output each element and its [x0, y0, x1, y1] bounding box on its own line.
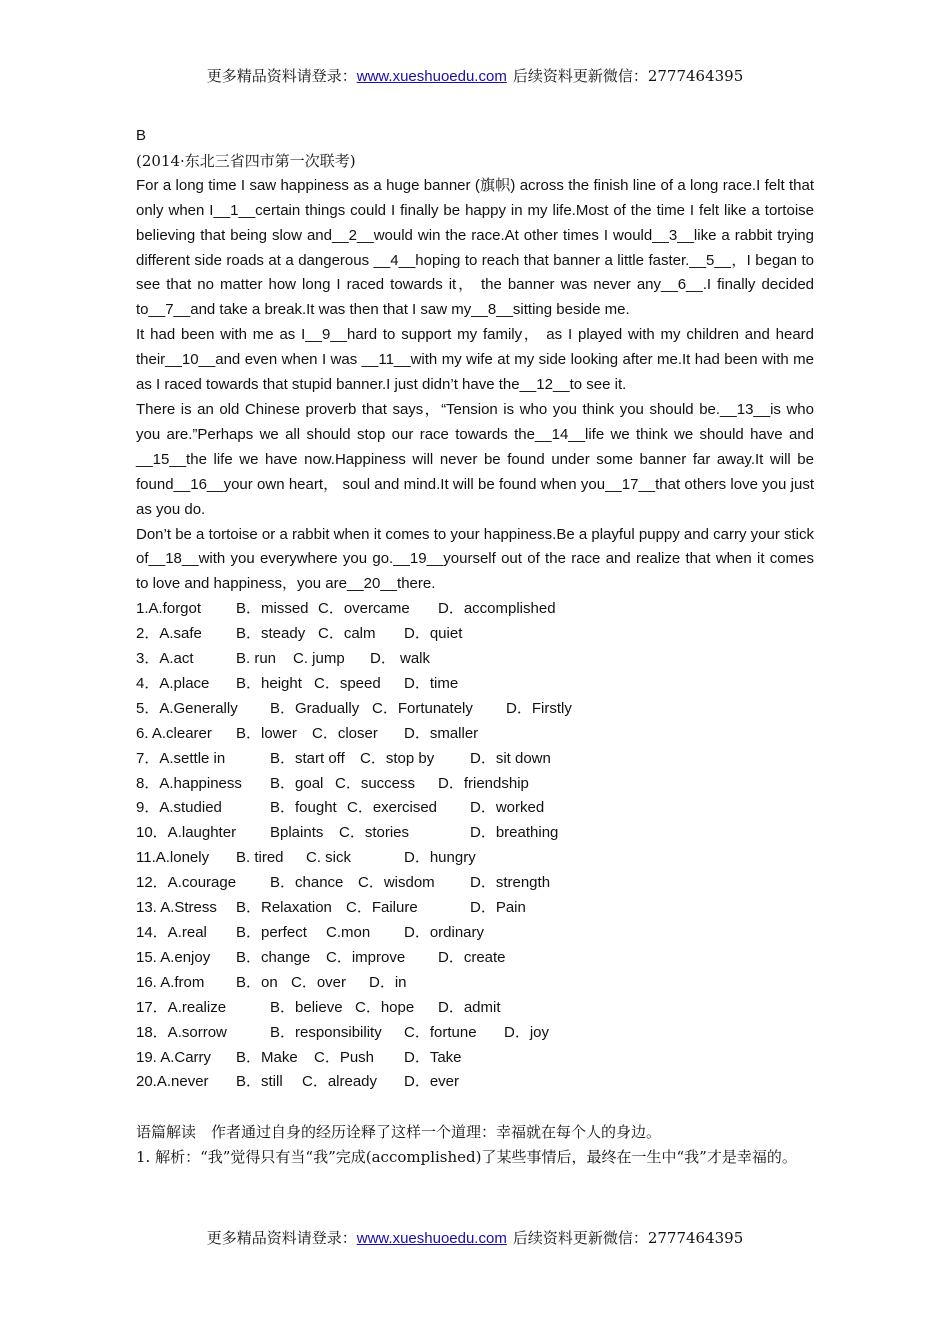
option-row: 13. A.Stress B．Relaxation C．Failure D．Pain	[136, 899, 526, 917]
option-row: 17．A.realize B．believe C．hope D．admit	[136, 998, 501, 1016]
option-row: 16. A.from B．on C．over D．in	[136, 973, 407, 991]
footer-suffix: 后续资料更新微信：2777464395	[512, 1229, 744, 1247]
section-label: B	[136, 127, 147, 144]
option-row: 8．A.happiness B．goal C．success D．friendship	[136, 774, 529, 792]
option-row: 14．A.real B．perfect C.mon D．ordinary	[136, 924, 485, 941]
option-row: 9．A.studied B．fought C．exercised D．worked	[136, 799, 545, 817]
header-link[interactable]: www.xueshuoedu.com	[356, 68, 507, 85]
option-row: 6. A.clearer B．lower C．closer D．smaller	[136, 724, 479, 742]
page-header	[0, 66, 950, 87]
option-row: 11.A.lonely B. tired C. sick D．hungry	[136, 849, 476, 867]
option-row: 20.A.never B．still C．already D．ever	[136, 1073, 460, 1091]
option-row: 5．A.Generally B．Gradually C．Fortunately D．Firstly	[136, 699, 572, 717]
option-row: 7．A.settle in B．start off C．stop by D．sit down	[136, 749, 551, 767]
option-row: 2．A.safe B．steady C．calm D．quiet	[136, 625, 463, 643]
analysis-summary: 语篇解读 作者通过自身的经历诠释了这样一个道理：幸福就在每个人的身边。	[136, 1123, 662, 1142]
option-row: 1.A.forgot B．missed C．overcame D．accomplished	[136, 600, 556, 618]
header-prefix: 更多精品资料请登录：	[206, 67, 357, 85]
spacer	[136, 1095, 814, 1120]
footer-prefix: 更多精品资料请登录：	[206, 1229, 357, 1247]
option-row: 3．A.act B. run C. jump D． walk	[136, 650, 431, 668]
page-footer	[0, 1228, 950, 1249]
document-body	[136, 124, 814, 1170]
header-suffix: 后续资料更新微信：2777464395	[512, 67, 744, 85]
passage-paragraph-1: For a long time I saw happiness as a huge banner (旗帜) across the finish line of a long race.I felt that only when I__1__certain things could I finally be happy in my life.Most of the time I felt like a tortoise believing that being slow and__2__would win the race.At other times I would__3__like a rabbit trying different side roads at a dangerous __4__hoping to reach that banner a little faster.__5__，I began to see that no matter how long I raced towards it， the banner was never any__6__.I finally decided to__7__and take a break.It was then that I saw my__8__sitting beside me.	[136, 176, 814, 319]
footer-link[interactable]: www.xueshuoedu.com	[356, 1230, 507, 1247]
passage-paragraph-3: There is an old Chinese proverb that says，“Tension is who you think you should be.__13__is who you are.”Perhaps we all should stop our race towards the__14__life we think we should have and __15__the life we have now.Happiness will never be found under some banner far away.It will be found__16__your own heart， soul and mind.It will be found when you__17__that others love you just as you do.	[136, 400, 814, 518]
source-line: (2014·东北三省四市第一次联考)	[136, 151, 356, 170]
option-row: 4．A.place B．height C．speed D．time	[136, 674, 459, 692]
option-row: 18．A.sorrow B．responsibility C．fortune D．joy	[136, 1023, 550, 1041]
passage-paragraph-2: It had been with me as I__9__hard to support my family， as I played with my children and heard their__10__and even when I was __11__with my wife at my side looking after me.It had been with me as I raced towards that stupid banner.I just didn’t have the__12__to see it.	[136, 326, 814, 394]
option-row: 10．A.laughter Bplaints C．stories D．breathing	[136, 824, 559, 842]
options-list	[136, 597, 814, 1095]
option-row: 12．A.courage B．chance C．wisdom D．strength	[136, 874, 551, 892]
option-row: 19. A.Carry B．Make C．Push D．Take	[136, 1048, 462, 1066]
analysis-item-1: 1. 解析：“我”觉得只有当“我”完成(accomplished)了某些事情后，最终在一生中“我”才是幸福的。	[136, 1148, 797, 1167]
passage-paragraph-4: Don’t be a tortoise or a rabbit when it comes to your happiness.Be a playful puppy and carry your stick of__18__with you everywhere you go.__19__yourself out of the race and realize that when it comes to love and happiness，you are__20__there.	[136, 525, 814, 593]
option-row: 15. A.enjoy B．change C．improve D．create	[136, 948, 506, 966]
